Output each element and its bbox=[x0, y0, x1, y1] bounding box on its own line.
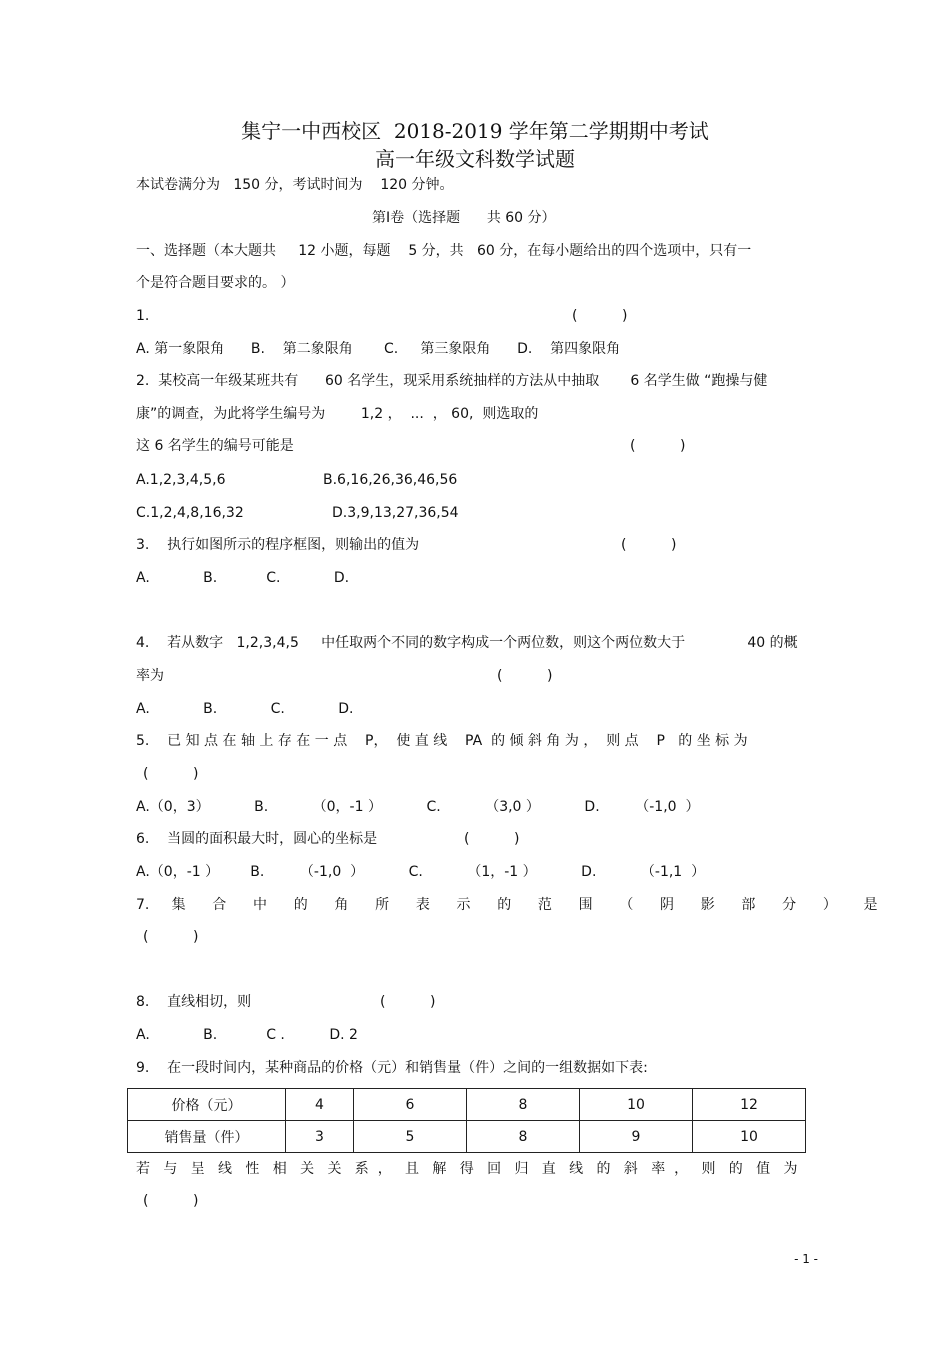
q5-answer-paren: ( ) bbox=[143, 766, 199, 782]
q9-line1: 若 与 呈 线 性 相 关 关 系 ， 且 解 得 回 归 直 线 的 斜 率 ， 则 的 值 为 bbox=[136, 1161, 798, 1177]
exam-title-line1: 集宁一中西校区 2018-2019 学年第二学期期中考试 bbox=[241, 119, 709, 143]
q2-line3: 这 6 名学生的编号可能是 bbox=[136, 438, 294, 454]
q3-answer-paren: ( ) bbox=[621, 537, 677, 553]
q9-stem: 9. 在一段时间内，某种商品的价格（元）和销售量（件）之间的一组数据如下表: bbox=[136, 1060, 648, 1076]
q8-stem: 8. 直线相切，则 bbox=[136, 994, 252, 1010]
part1-instructions-line1: 一、选择题（本大题共 12 小题，每题 5 分，共 60 分，在每小题给出的四个选项中，只有一 bbox=[136, 243, 752, 259]
table-row bbox=[128, 1121, 806, 1153]
page-number: - 1 - bbox=[794, 1252, 818, 1266]
q7-line1: 7. 集 合 中 的 角 所 表 示 的 范 围 （ 阴 影 部 分 ） 是 bbox=[136, 897, 878, 913]
table-cell: 3 bbox=[286, 1121, 354, 1153]
q5-options: A.（0，3） B. （0，-1 ） C. （3,0 ） D. （-1,0 ） bbox=[136, 799, 700, 815]
q3-options: A. B. C. D. bbox=[136, 570, 350, 586]
q8-options: A. B. C . D. 2 bbox=[136, 1027, 358, 1043]
q2-line2: 康”的调查，为此将学生编号为 1,2 ， ... ， 60, 则选取的 bbox=[136, 406, 539, 422]
q4-options: A. B. C. D. bbox=[136, 701, 354, 717]
q7-answer-paren: ( ) bbox=[143, 929, 199, 945]
part1-instructions-line2: 个是符合题目要求的。 ） bbox=[136, 275, 295, 291]
q2-answer-paren: ( ) bbox=[630, 438, 686, 454]
q1-stem: 1. bbox=[136, 308, 150, 324]
table-row bbox=[128, 1089, 806, 1121]
exam-intro: 本试卷满分为 150 分，考试时间为 120 分钟。 bbox=[136, 177, 454, 193]
table-cell: 10 bbox=[580, 1089, 693, 1121]
q4-answer-paren: ( ) bbox=[497, 668, 553, 684]
q2-option-c: C.1,2,4,8,16,32 bbox=[136, 505, 244, 521]
table-cell: 9 bbox=[580, 1121, 693, 1153]
table-cell: 5 bbox=[354, 1121, 467, 1153]
q1-options: A. 第一象限角 B. 第二象限角 C. 第三象限角 D. 第四象限角 bbox=[136, 341, 621, 357]
table-cell: 8 bbox=[467, 1121, 580, 1153]
table-cell: 8 bbox=[467, 1089, 580, 1121]
table-header-cell: 价格（元） bbox=[128, 1089, 286, 1121]
exam-title-line2: 高一年级文科数学试题 bbox=[375, 147, 575, 171]
q2-option-a: A.1,2,3,4,5,6 bbox=[136, 472, 226, 488]
q6-options: A.（0，-1 ） B. （-1,0 ） C. （1，-1 ） D. （-1,1 ） bbox=[136, 864, 706, 880]
q9-answer-paren: ( ) bbox=[143, 1193, 199, 1209]
q4-line1: 4. 若从数字 1,2,3,4,5 中任取两个不同的数字构成一个两位数，则这个两位数大于 40 的概 bbox=[136, 635, 798, 651]
table-cell: 10 bbox=[693, 1121, 806, 1153]
q1-answer-paren: ( ) bbox=[572, 308, 628, 324]
table-cell: 4 bbox=[286, 1089, 354, 1121]
q4-line2: 率为 bbox=[136, 668, 164, 684]
price-sales-table bbox=[127, 1088, 806, 1153]
table-header-cell: 销售量（件） bbox=[128, 1121, 286, 1153]
table-cell: 6 bbox=[354, 1089, 467, 1121]
q6-stem: 6. 当圆的面积最大时，圆心的坐标是 bbox=[136, 831, 378, 847]
q3-stem: 3. 执行如图所示的程序框图，则输出的值为 bbox=[136, 537, 420, 553]
table-cell: 12 bbox=[693, 1089, 806, 1121]
section-heading: 第Ⅰ卷（选择题 共 60 分） bbox=[372, 210, 556, 226]
q8-answer-paren: ( ) bbox=[380, 994, 436, 1010]
q5-line1: 5. 已 知 点 在 轴 上 存 在 一 点 P， 使 直 线 PA 的 倾 斜 角 为 ， 则 点 P 的 坐 标 为 bbox=[136, 733, 748, 749]
q6-answer-paren: ( ) bbox=[464, 831, 520, 847]
q2-line1: 2. 某校高一年级某班共有 60 名学生，现采用系统抽样的方法从中抽取 6 名学生做 “跑操与健 bbox=[136, 373, 768, 389]
q2-option-b: B.6,16,26,36,46,56 bbox=[323, 472, 458, 488]
q2-option-d: D.3,9,13,27,36,54 bbox=[332, 505, 459, 521]
